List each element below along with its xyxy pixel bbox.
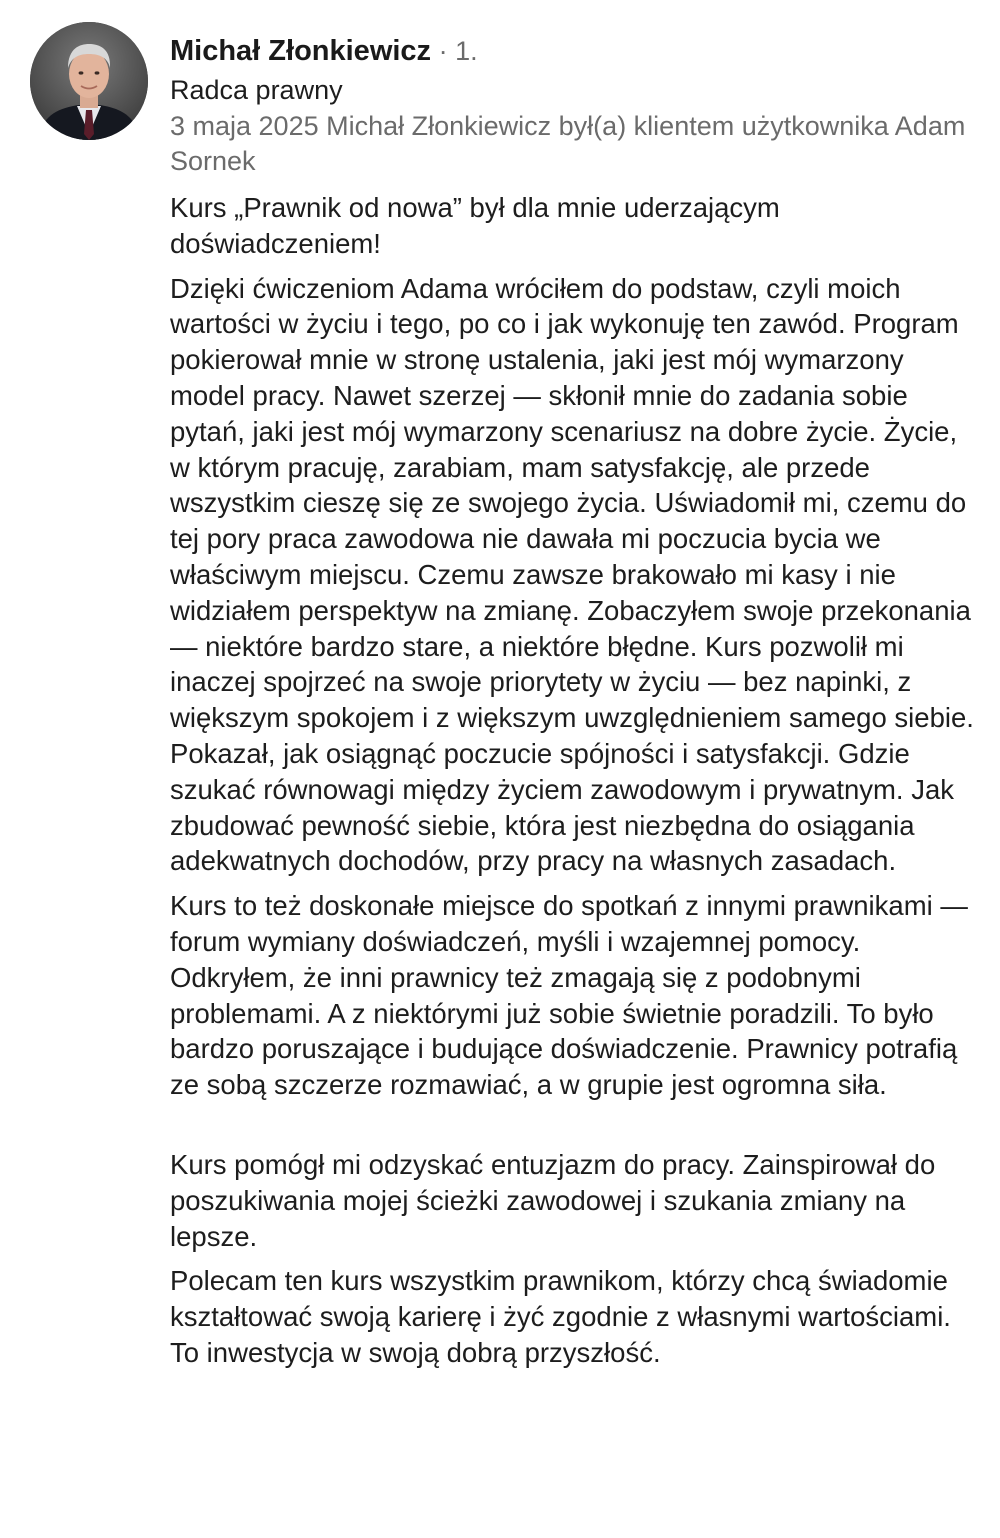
recommendation-paragraph: Dzięki ćwiczeniom Adama wróciłem do podstaw, czyli moich wartości w życiu i tego, po co i jak wykonuję ten zawód. Program pokierował mnie w stronę ustalenia, jaki jest mój wymarzony model pracy. Nawet szerzej — skłonił mnie do zadania sobie pytań, jaki jest mój wymarzony scenariusz na dobre życie. Życie, w którym pracuję, zarabiam, mam satysfakcję, ale przede wszystkim cieszę się ze swojego życia. Uświadomił mi, czemu do tej pory praca zawodowa nie dawała mi poczucia bycia we właściwym miejscu. Czemu zawsze brakowało mi kasy i nie widziałem perspektyw na zmianę. Zobaczyłem swoje przekonania — niektóre bardzo stare, a niektóre błędne. Kurs pozwolił mi inaczej spojrzeć na swoje priorytety w życiu — bez napinki, z większym spokojem i z większym uwzględnieniem samego siebie. Pokazał, jak osiągnąć poczucie spójności i satysfakcji. Gdzie szukać równowagi między życiem zawodowym i prywatnym. Jak zbudować pewność siebie, która jest niezbędna do osiągania adekwatnych dochodów, przy pracy na własnych zasadach. bbox=[170, 272, 974, 877]
author-avatar[interactable] bbox=[30, 22, 148, 140]
recommendation-meta: 3 maja 2025 Michał Złonkiewicz był(a) klientem użytkownika Adam Sornek bbox=[170, 111, 966, 176]
author-header bbox=[170, 32, 980, 179]
recommendation-text bbox=[170, 190, 980, 1380]
recommendation-paragraph: Kurs „Prawnik od nowa” był dla mnie uderzającym doświadczeniem! bbox=[170, 192, 780, 259]
recommendation-paragraph: Kurs to też doskonałe miejsce do spotkań z innymi prawnikami — forum wymiany doświadczeń, myśli i wzajemnej pomocy. Odkryłem, że inni prawnicy też zmagają się z podobnymi problemami. A z niektórymi już sobie świetnie poradzili. To było bardzo poruszające i budujące doświadczenie. Prawnicy potrafią ze sobą szczerze rozmawiać, a w grupie jest ogromna siła. bbox=[170, 890, 968, 1101]
connection-degree: · 1. bbox=[431, 36, 478, 66]
author-headline: Radca prawny bbox=[170, 75, 343, 105]
author-name[interactable]: Michał Złonkiewicz bbox=[170, 35, 432, 67]
connection-degree-value: 1. bbox=[455, 36, 478, 66]
author-name-line bbox=[170, 32, 980, 70]
recommendation-paragraph: Polecam ten kurs wszystkim prawnikom, którzy chcą świadomie kształtować swoją karierę i żyć zgodnie z własnymi wartościami. To inwestycja w swoją dobrą przyszłość. bbox=[170, 1265, 951, 1368]
recommendation-paragraph: Kurs pomógł mi odzyskać entuzjazm do pracy. Zainspirował do poszukiwania mojej ścieżki zawodowej i szukania zmiany na lepsze. bbox=[170, 1148, 936, 1252]
person-photo-icon bbox=[30, 22, 148, 140]
